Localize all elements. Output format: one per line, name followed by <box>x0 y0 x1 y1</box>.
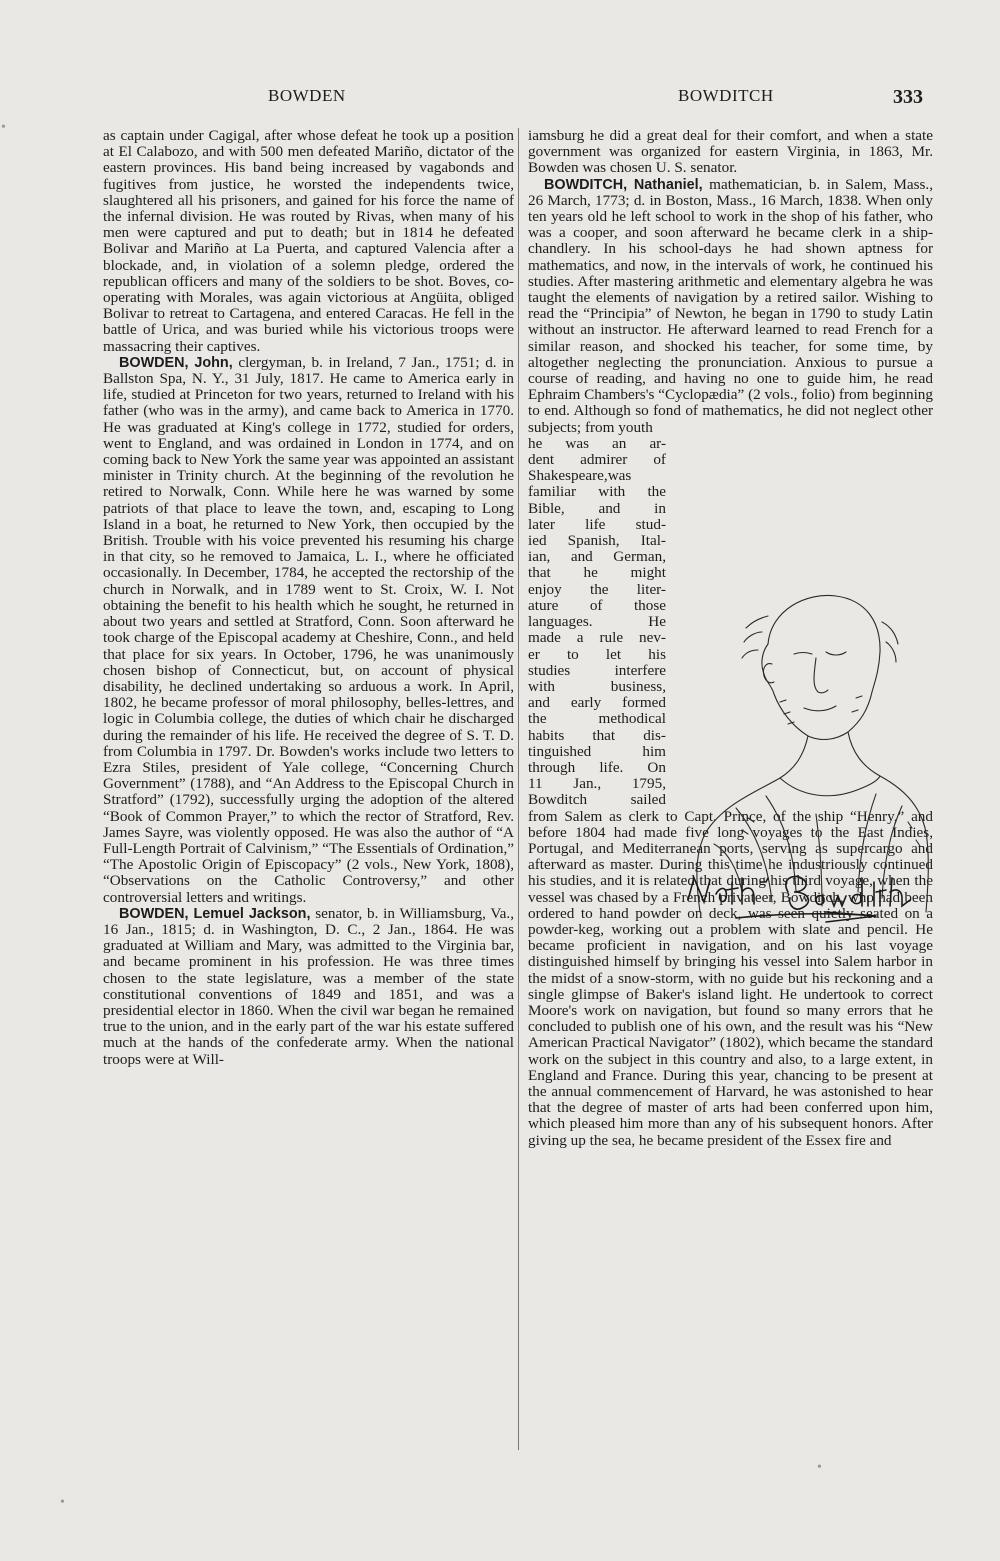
wrapped-text-line: enjoy the liter- <box>528 580 666 598</box>
entry-heading: BOWDEN, John, <box>119 354 233 371</box>
entry-bowden-john <box>103 355 514 906</box>
scan-speck: • <box>1 120 6 135</box>
signature-icon <box>688 876 910 922</box>
left-column <box>103 128 514 1068</box>
wrapped-text-line: familiar with the <box>528 483 666 501</box>
wrapped-text-line: and early formed <box>528 694 666 712</box>
entry-bowden-lemuel <box>103 906 514 1068</box>
entry-body: mathematician, b. in Salem, Mass., 26 March, 1773; d. in Boston, Mass., 16 March, 1838. When only ten years old he left school to work in the shop of his father, who was a cooper, and soon afterward he became clerk in a ship-chandlery. In his school-days he had shown aptness for mathematics, and now, in the intervals of work, he continued his studies. After mastering arithmetic and elementary algebra he was taught the elements of navigation by a retired sailor. Wishing to read the “Principia” of Newton, he began in 1790 to study Latin without an instructor. He afterward learned to read French for a similar reason, and shocked his teacher, for some time, by altogether neglecting the pronunciation. Anxious to pursue a course of reading, and having no one to guide him, he read Ephraim Chambers's “Cyclopædia” (2 vols., folio) from beginning to end. Although so fond of mathematics, he did not neglect other subjects; from youth <box>528 175 933 436</box>
running-head-right: BOWDITCH <box>678 86 774 105</box>
running-head-left: BOWDEN <box>268 86 346 105</box>
wrapped-text-line: habits that dis- <box>528 726 666 744</box>
wrapped-text-line: dent admirer of <box>528 451 666 469</box>
wrapped-text-line: er to let his <box>528 645 666 663</box>
scan-speck: • <box>817 1460 822 1475</box>
wrapped-text-line: Bowditch sailed <box>528 791 666 809</box>
entry-bowditch-nathaniel <box>528 177 933 436</box>
wrapped-text-line: that he might <box>528 564 666 582</box>
wrapped-text-line: the methodical <box>528 710 666 728</box>
wrapped-text-line: Shakespeare,was <box>528 467 632 485</box>
scan-speck: • <box>60 1495 65 1510</box>
column-divider <box>518 128 519 1450</box>
wrapped-text-line: he was an ar- <box>528 434 666 452</box>
entry-body-continued: from Salem as clerk to Capt. Prince, of the ship “Henry,” and before 1804 had made five long voyages to the East Indies, Portugal, and Mediterranean ports, serving as supercargo and afterward as master. During this time he industriously continued his studies, and it is related that during his third voyage, when the vessel was chased by a French privateer, Bowditch, who had been ordered to hand powder on deck, was seen quietly seated on a powder-keg, working out a problem with slate and pencil. He became proficient in navigation, and on his last voyage distinguished himself by bringing his vessel into Salem harbor in the midst of a snow-storm, with no guide but his reckoning and a single glimpse of Baker's island light. He undertook to correct Moore's work on navigation, but found so many errors that he concluded to publish one of his own, and the result was his “New American Practical Navigator” (1802), which became the standard work on the subject in this country and also, to a large extent, in England and France. During this year, chancing to be present at the annual commencement of Harvard, he was astonished to hear that the degree of master of arts had been conferred upon him, which pleased him more than any of his subsequent honors. After giving up the sea, he became president of the Essex fire and <box>528 807 933 1149</box>
wrapped-text-line: ied Spanish, Ital- <box>528 532 666 550</box>
wrapped-text-line: ian, and German, <box>528 548 666 566</box>
boves-entry-continuation: as captain under Cagigal, after whose defeat he took up a position at El Calabozo, and with 500 men defeated Mariño, dictator of the eastern provinces. His band being increased by vagabonds and fugitives from justice, he worsted the independents twice, slaughtered all his prisoners, and gained for his force the name of the infernal division. He was routed by Rivas, when many of his men were captured and put to death; but in 1814 he defeated Bolivar and Mariño at La Puerta, and captured Valencia after a blockade, and, in violation of a solemn pledge, ordered the republican officers and many of the soldiers to be shot. Boves, co-operating with Morales, was again victorious at Angüita, obliged Bolivar to retreat to Cartagena, and entered Caracas. He fell in the battle of Urica, and was buried while his victorious troops were massacring their captives. <box>103 127 514 355</box>
entry-heading: BOWDEN, Lemuel Jackson, <box>119 905 311 922</box>
wrapped-text-line: Bible, and in <box>528 499 666 517</box>
wrapped-text-line: with business, <box>528 677 666 695</box>
bowden-lemuel-continuation: iamsburg he did a great deal for their comfort, and when a state government was organized for eastern Virginia, in 1863, Mr. Bowden was chosen U. S. senator. <box>528 127 933 177</box>
entry-body: senator, b. in Williamsburg, Va., 16 Jan., 1815; d. in Washington, D. C., 2 Jan., 1864. He was graduated at William and Mary, was admitted to the Virginia bar, and became prominent in his profession. He was three times chosen to the state legislature, was a member of the state constitutional conventions of 1849 and 1851, and was a presidential elector in 1860. When the civil war began he remained true to the union, and in the early part of the war his estate suffered much at the hands of the confederate army. When the national troops were at Will- <box>103 904 514 1068</box>
wrapped-text-line: tinguished him <box>528 742 666 760</box>
wrapped-text-line: ature of those <box>528 596 666 614</box>
wrapped-text-line: made a rule nev- <box>528 629 666 647</box>
wrapped-text-line: through life. On <box>528 758 666 776</box>
page-number: 333 <box>893 86 923 108</box>
wrapped-text-line: 11 Jan., 1795, <box>528 775 666 793</box>
text-wrap-beside-portrait <box>528 436 666 809</box>
wrapped-text-line: studies interfere <box>528 661 666 679</box>
wrapped-text-line: languages. He <box>528 613 666 631</box>
entry-heading: BOWDITCH, Nathaniel, <box>544 176 703 193</box>
engraved-portrait-bust-icon <box>697 595 928 912</box>
wrapped-text-line: later life stud- <box>528 515 666 533</box>
portrait-engraving <box>676 582 938 942</box>
entry-body: clergyman, b. in Ireland, 7 Jan., 1751; d. in Ballston Spa, N. Y., 31 July, 1817. He came to America early in life, studied at Princeton for two years, returned to Ireland with his father (who was in the army), and came back to America in 1770. He was graduated at King's college in 1772, studied for orders, went to England, and was ordained in London in 1774, and on coming back to New York the same year was appointed an assistant minister in Trinity church. At the beginning of the revolution he retired to Norwalk, Conn. While here he was warned by some patriots of that place to leave the town, and, escaping to Long Island in a boat, he returned to New York, then occupied by the British. Trouble with his voice prevented his resuming his charge in that city, so he removed to Jamaica, L. I., where he officiated occasionally. In December, 1784, he accepted the rectorship of the church in Norwalk, and in 1789 went to St. Croix, W. I. Not obtaining the benefit to his health which he sought, he returned in about two years and settled at Stratford, Conn. Soon afterward he took charge of the Episcopal academy at Cheshire, Conn., and held that place for six years. In October, 1796, he was unanimously chosen bishop of Connecticut, but, on account of physical disability, he declined undertaking so arduous a work. In April, 1802, he became professor of moral philosophy, belles-lettres, and logic in Columbia college, the duties of which chair he discharged during the remainder of his life. He received the degree of S. T. D. from Columbia in 1797. Dr. Bowden's works include two letters to Ezra Stiles, president of Yale college, “Concerning Church Government” (1788), and “An Address to the Episcopal Church in Stratford” (1792), successfully urging the adoption of the altered “Book of Common Prayer,” to which the rector of Stratford, Rev. James Sayre, was violently opposed. He was also the author of “A Full-Length Portrait of Calvinism,” “The Essentials of Ordination,” “The Apostolic Origin of Episcopacy” (2 vols., New York, 1808), “Observations on the Catholic Controversy,” and other controversial letters and writings. <box>103 353 515 906</box>
